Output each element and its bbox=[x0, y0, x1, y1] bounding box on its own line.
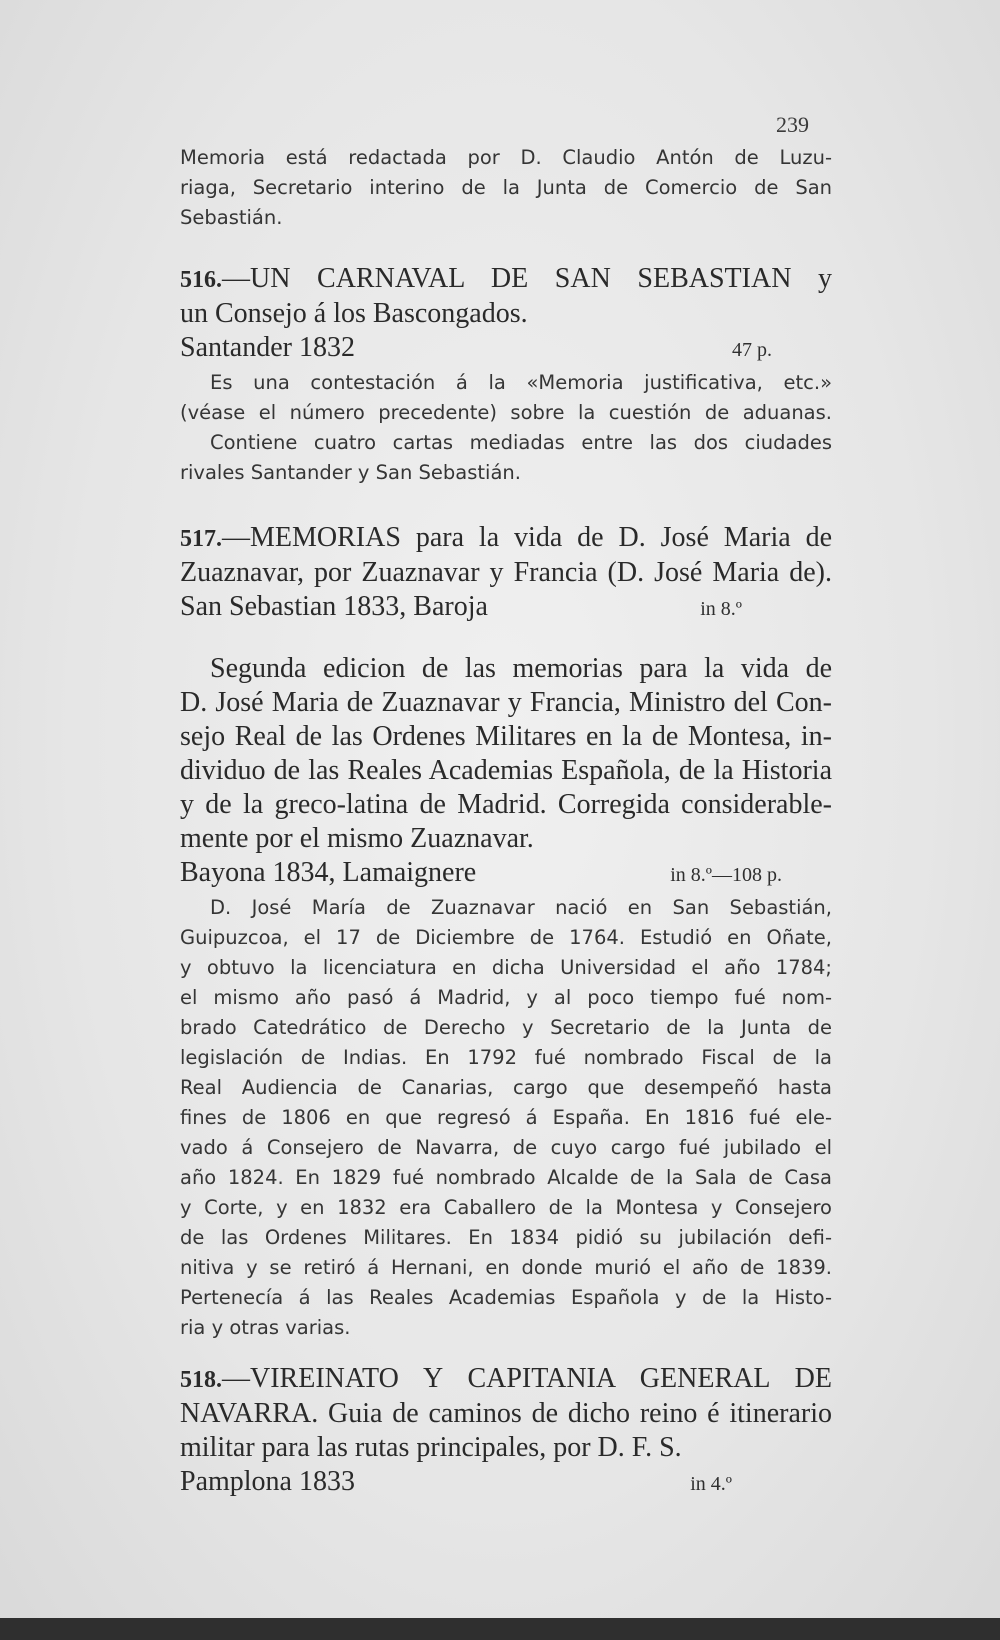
note-line: legislación de Indias. En 1792 fué nombrado Fiscal de la bbox=[180, 1046, 832, 1069]
intro-paragraph bbox=[180, 143, 832, 233]
edition-line: sejo Real de las Ordenes Militares en la de Montesa, in- bbox=[180, 721, 832, 752]
text-line: riaga, Secretario interino de la Junta de Comercio de San bbox=[180, 176, 832, 199]
note-line: Guipuzcoa, el 17 de Diciembre de 1764. Estudió en Oñate, bbox=[180, 926, 832, 949]
edition-paragraph bbox=[180, 652, 832, 892]
entry-number: 517. bbox=[180, 526, 222, 552]
imprint: Pamplona 1833 bbox=[180, 1466, 355, 1497]
note-line: fines de 1806 en que regresó á España. En 1816 fué ele- bbox=[180, 1106, 832, 1129]
entry-title-line: 516.—UN CARNAVAL DE SAN SEBASTIAN y bbox=[180, 263, 832, 294]
entry-title-line: un Consejo á los Bascongados. bbox=[180, 298, 528, 329]
imprint: San Sebastian 1833, Baroja bbox=[180, 591, 488, 622]
entry-title-line: 518.—VIREINATO Y CAPITANIA GENERAL DE bbox=[180, 1363, 832, 1394]
entry-title-line: militar para las rutas principales, por D. F. S. bbox=[180, 1432, 682, 1463]
entry-516 bbox=[180, 262, 832, 488]
text-line: Sebastián. bbox=[180, 206, 283, 229]
note-line: brado Catedrático de Derecho y Secretario de la Junta de bbox=[180, 1016, 832, 1039]
imprint-row bbox=[180, 1465, 832, 1501]
note-line: vado á Consejero de Navarra, de cuyo cargo fué jubilado el bbox=[180, 1136, 832, 1159]
edition-line: dividuo de las Reales Academias Española, de la Historia bbox=[180, 755, 832, 786]
edition-line: mente por el mismo Zuaznavar. bbox=[180, 823, 534, 854]
format: in 4.º bbox=[690, 1473, 732, 1495]
imprint-row bbox=[180, 856, 832, 892]
note-line: rivales Santander y San Sebastián. bbox=[180, 461, 521, 484]
note-line: de las Ordenes Militares. En 1834 pidió su jubilación defi- bbox=[180, 1226, 832, 1249]
note-line: nitiva y se retiró á Hernani, en donde murió el año de 1839. bbox=[180, 1256, 832, 1279]
format: in 8.º—108 p. bbox=[670, 864, 782, 886]
format: 47 p. bbox=[732, 339, 772, 361]
imprint-row bbox=[180, 590, 832, 626]
entry-title-line: Zuaznavar, por Zuaznavar y Francia (D. José Maria de). bbox=[180, 557, 832, 588]
entry-notes bbox=[180, 893, 832, 1343]
entry-title-line: NAVARRA. Guia de caminos de dicho reino é itinerario bbox=[180, 1398, 832, 1429]
note-line: Contiene cuatro cartas mediadas entre las dos ciudades bbox=[210, 431, 832, 454]
edition-line: y de la greco-latina de Madrid. Corregida considerable- bbox=[180, 789, 832, 820]
entry-title-line: 517.—MEMORIAS para la vida de D. José Maria de bbox=[180, 522, 832, 553]
note-line: ria y otras varias. bbox=[180, 1316, 351, 1339]
text-line: Memoria está redactada por D. Claudio Antón de Luzu- bbox=[180, 146, 832, 169]
note-line: D. José María de Zuaznavar nació en San Sebastián, bbox=[210, 896, 832, 919]
format: in 8.º bbox=[700, 598, 742, 620]
note-line: y Corte, y en 1832 era Caballero de la Montesa y Consejero bbox=[180, 1196, 832, 1219]
edition-line: Segunda edicion de las memorias para la vida de bbox=[210, 653, 832, 684]
note-line: Es una contestación á la «Memoria justificativa, etc.» bbox=[210, 371, 832, 394]
imprint-row bbox=[180, 331, 832, 367]
page-number: 239 bbox=[776, 112, 809, 137]
imprint: Bayona 1834, Lamaignere bbox=[180, 857, 477, 888]
entry-number: 518. bbox=[180, 1367, 222, 1393]
entry-517 bbox=[180, 521, 832, 1343]
note-line: Real Audiencia de Canarias, cargo que desempeñó hasta bbox=[180, 1076, 832, 1099]
note-line: y obtuvo la licenciatura en dicha Universidad el año 1784; bbox=[180, 956, 832, 979]
entry-518 bbox=[180, 1362, 832, 1501]
entry-number: 516. bbox=[180, 267, 222, 293]
imprint: Santander 1832 bbox=[180, 332, 355, 363]
note-line: año 1824. En 1829 fué nombrado Alcalde de la Sala de Casa bbox=[180, 1166, 832, 1189]
note-line: el mismo año pasó á Madrid, y al poco tiempo fué nom- bbox=[180, 986, 832, 1009]
note-line: (véase el número precedente) sobre la cuestión de aduanas. bbox=[180, 401, 832, 424]
note-line: Pertenecía á las Reales Academias Española y de la Histo- bbox=[180, 1286, 832, 1309]
edition-line: D. José Maria de Zuaznavar y Francia, Ministro del Con- bbox=[180, 687, 832, 718]
entry-notes bbox=[180, 368, 832, 488]
